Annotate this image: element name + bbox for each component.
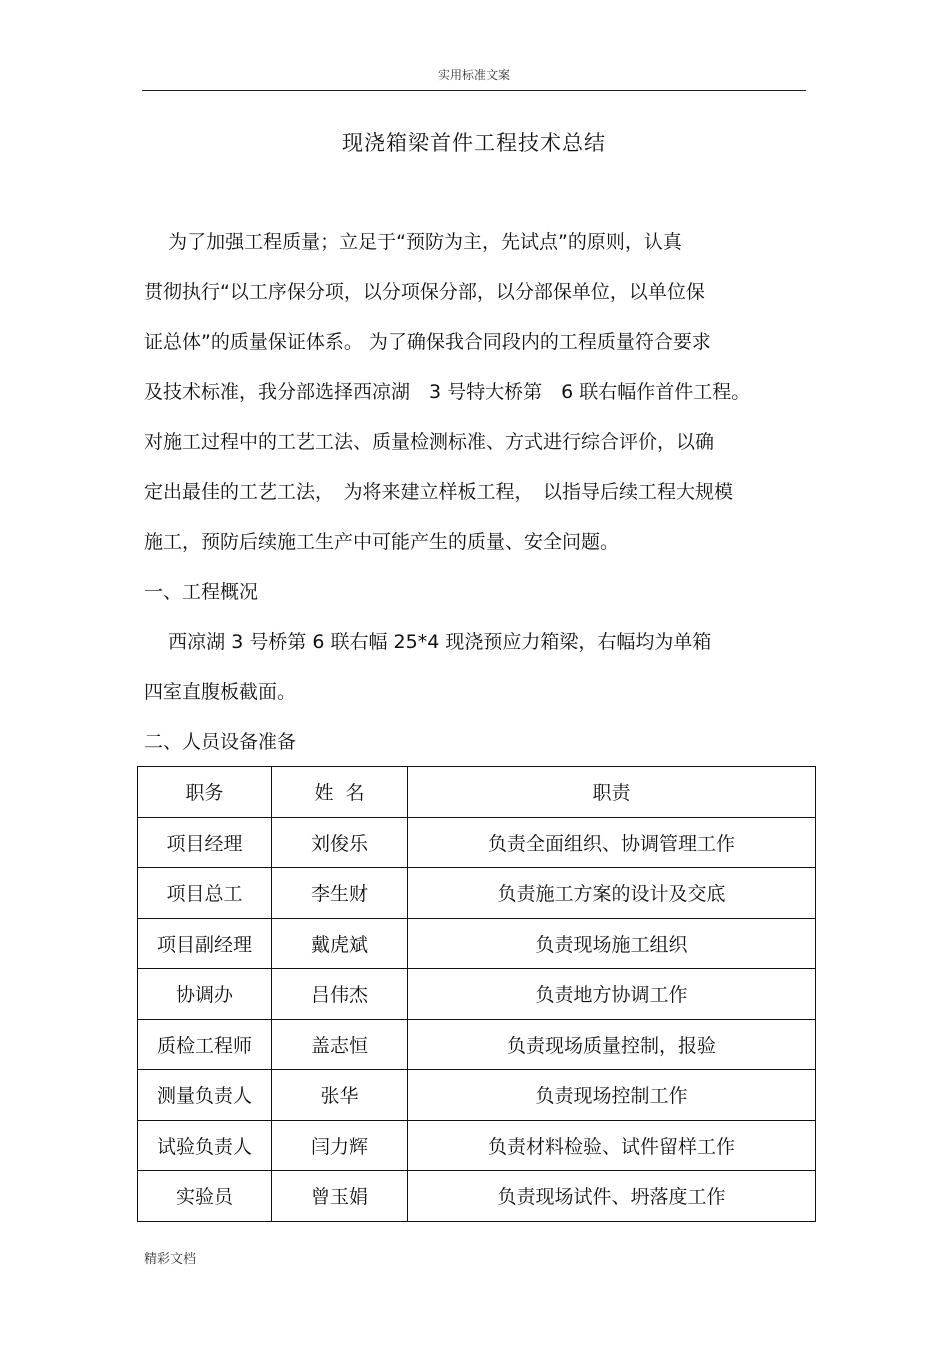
cell-position: 协调办 xyxy=(138,969,272,1020)
page-footer: 精彩文档 xyxy=(144,1252,197,1267)
cell-position: 试验负责人 xyxy=(138,1120,272,1171)
section-heading-overview: 一、工程概况 xyxy=(144,581,259,603)
section-heading-staffing: 二、人员设备准备 xyxy=(144,731,297,753)
cell-name: 吕伟杰 xyxy=(272,969,408,1020)
intro-line: 施工，预防后续施工生产中可能产生的质量、安全问题。 xyxy=(144,531,620,553)
page-header: 实用标准文案 xyxy=(437,68,510,82)
table-row xyxy=(138,1070,816,1121)
cell-position: 测量负责人 xyxy=(138,1070,272,1121)
table-row xyxy=(138,817,816,868)
cell-position: 项目副经理 xyxy=(138,918,272,969)
intro-line: 对施工过程中的工艺工法、质量检测标准、方式进行综合评价，以确 xyxy=(144,431,715,453)
cell-position: 实验员 xyxy=(138,1171,272,1222)
cell-duty: 负责现场施工组织 xyxy=(408,918,816,969)
header-cell-position: 职务 xyxy=(138,767,272,818)
cell-name: 张华 xyxy=(272,1070,408,1121)
cell-position: 项目总工 xyxy=(138,868,272,919)
cell-position: 项目经理 xyxy=(138,817,272,868)
intro-line: 及技术标准，我分部选择西凉湖 3 号特大桥第 6 联右幅作首件工程。 xyxy=(144,381,751,403)
cell-duty: 负责地方协调工作 xyxy=(408,969,816,1020)
cell-name: 闫力辉 xyxy=(272,1120,408,1171)
cell-duty: 负责全面组织、协调管理工作 xyxy=(408,817,816,868)
table-row xyxy=(138,1120,816,1171)
table-row xyxy=(138,969,816,1020)
header-cell-name: 姓 名 xyxy=(272,767,408,818)
table-row xyxy=(138,1019,816,1070)
table-header-row xyxy=(138,767,816,818)
header-divider xyxy=(142,90,806,91)
header-cell-duty: 职责 xyxy=(408,767,816,818)
cell-duty: 负责现场控制工作 xyxy=(408,1070,816,1121)
overview-line: 西凉湖 3 号桥第 6 联右幅 25*4 现浇预应力箱梁，右幅均为单箱 xyxy=(144,631,712,653)
cell-name: 李生财 xyxy=(272,868,408,919)
intro-line: 贯彻执行“以工序保分项，以分项保分部，以分部保单位，以单位保 xyxy=(144,281,705,303)
cell-duty: 负责现场质量控制，报验 xyxy=(408,1019,816,1070)
overview-line: 四室直腹板截面。 xyxy=(144,681,297,703)
staff-table xyxy=(137,766,816,1222)
cell-duty: 负责现场试件、坍落度工作 xyxy=(408,1171,816,1222)
document-title: 现浇箱梁首件工程技术总结 xyxy=(342,131,606,155)
intro-line: 为了加强工程质量；立足于“预防为主，先试点”的原则，认真 xyxy=(144,231,682,253)
cell-duty: 负责施工方案的设计及交底 xyxy=(408,868,816,919)
table-row xyxy=(138,918,816,969)
cell-name: 曾玉娟 xyxy=(272,1171,408,1222)
cell-name: 戴虎斌 xyxy=(272,918,408,969)
cell-duty: 负责材料检验、试件留样工作 xyxy=(408,1120,816,1171)
cell-name: 盖志恒 xyxy=(272,1019,408,1070)
table-row xyxy=(138,1171,816,1222)
cell-position: 质检工程师 xyxy=(138,1019,272,1070)
cell-name: 刘俊乐 xyxy=(272,817,408,868)
table-row xyxy=(138,868,816,919)
intro-line: 定出最佳的工艺工法， 为将来建立样板工程， 以指导后续工程大规模 xyxy=(144,481,734,503)
intro-line: 证总体”的质量保证体系。 为了确保我合同段内的工程质量符合要求 xyxy=(144,331,711,353)
